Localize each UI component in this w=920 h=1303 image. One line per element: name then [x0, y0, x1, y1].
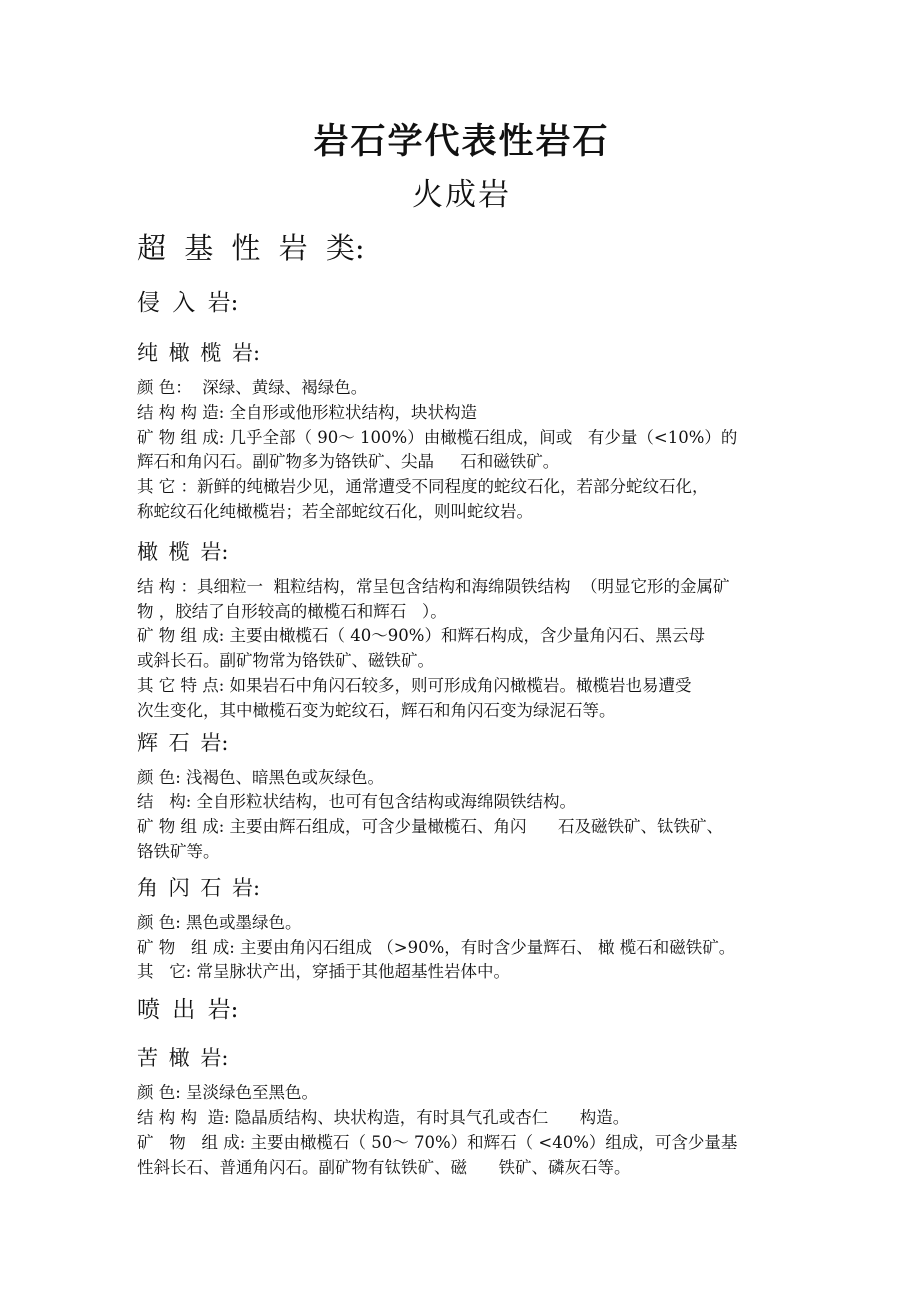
- paragraph-hornblendite: [137, 911, 786, 985]
- heading-pyroxenite: 辉 石 岩:: [137, 730, 229, 755]
- heading-dunite: 纯 橄 榄 岩:: [137, 341, 261, 365]
- text-line: 次生变化，其中橄榄石变为蛇纹石，辉石和角闪石变为绿泥石等。: [137, 700, 616, 720]
- document-subtitle: 火成岩: [412, 177, 511, 213]
- heading-extrusive-rocks: 喷 出 岩:: [137, 997, 239, 1024]
- text-line: 矿 物 组 成: 主要由角闪石组成 （>90%，有时含少量辉石、 橄 榄石和磁铁矿。: [137, 937, 736, 957]
- text-line: 矿 物 组 成: 几乎全部（ 90～ 100%）由橄榄石组成，间或 有少量（<10%）的: [137, 427, 738, 447]
- text-line: 矿 物 组 成: 主要由橄榄石（ 40～90%）和辉石构成，含少量角闪石、黑云母: [137, 626, 705, 646]
- text-line: 颜 色: 呈淡绿色至黑色。: [137, 1083, 319, 1103]
- text-line: 颜 色: 黑色或墨绿色。: [137, 912, 302, 932]
- paragraph-dunite: [137, 376, 786, 525]
- text-line: 结 构: 全自形粒状结构，也可有包含结构或海绵陨铁结构。: [137, 792, 577, 812]
- paragraph-picrite: [137, 1081, 786, 1180]
- text-line: 其 它 特 点: 如果岩石中角闪石较多，则可形成角闪橄榄岩。橄榄岩也易遭受: [137, 675, 692, 695]
- text-line: 辉石和角闪石。副矿物多为铬铁矿、尖晶 石和磁铁矿。: [137, 452, 560, 472]
- text-line: 称蛇纹石化纯橄榄岩；若全部蛇纹石化，则叫蛇纹岩。: [137, 501, 533, 521]
- text-line: 或斜长石。副矿物常为铬铁矿、磁铁矿。: [137, 651, 434, 671]
- text-line: 结 构 ：具细粒一 粗粒结构，常呈包含结构和海绵陨铁结构 （明显它形的金属矿: [137, 576, 730, 596]
- text-line: 颜 色： 深绿、黄绿、褐绿色。: [137, 378, 368, 397]
- paragraph-pyroxenite: [137, 766, 786, 865]
- text-line: 矿 物 组 成: 主要由辉石组成，可含少量橄榄石、角闪 石及磁铁矿、钛铁矿、: [137, 817, 724, 837]
- text-line: 颜 色: 浅褐色、暗黑色或灰绿色。: [137, 767, 385, 787]
- heading-intrusive-rocks: 侵 入 岩:: [137, 290, 239, 316]
- text-line: 铬铁矿等。: [137, 841, 220, 861]
- text-line: 结 构 构 造: 全自形或他形粒状结构，块状构造: [137, 402, 478, 422]
- heading-picrite: 苦 橄 岩:: [137, 1046, 229, 1071]
- text-line: 其 它: 常呈脉状产出，穿插于其他超基性岩体中。: [137, 962, 511, 982]
- heading-hornblendite: 角 闪 石 岩:: [137, 875, 261, 900]
- text-line: 物 ，胶结了自形较高的橄榄石和辉石 ）。: [137, 601, 447, 621]
- text-line: 其 它 ：新鲜的纯橄岩少见，通常遭受不同程度的蛇纹石化，若部分蛇纹石化，: [137, 477, 709, 497]
- heading-peridotite: 橄 榄 岩:: [137, 539, 229, 564]
- text-line: 结 构 构 造: 隐晶质结构、块状构造，有时具气孔或杏仁 构造。: [137, 1107, 630, 1127]
- heading-ultrabasic-rocks: 超 基 性 岩 类:: [137, 231, 365, 265]
- text-line: 性斜长石、普通角闪石。副矿物有钛铁矿、磁 铁矿、磷灰石等。: [137, 1157, 631, 1177]
- paragraph-peridotite: [137, 575, 786, 724]
- document-title: 岩石学代表性岩石: [313, 121, 610, 162]
- text-line: 矿 物 组 成: 主要由橄榄石（ 50～ 70%）和辉石（ <40%）组成，可含少量基: [137, 1132, 738, 1152]
